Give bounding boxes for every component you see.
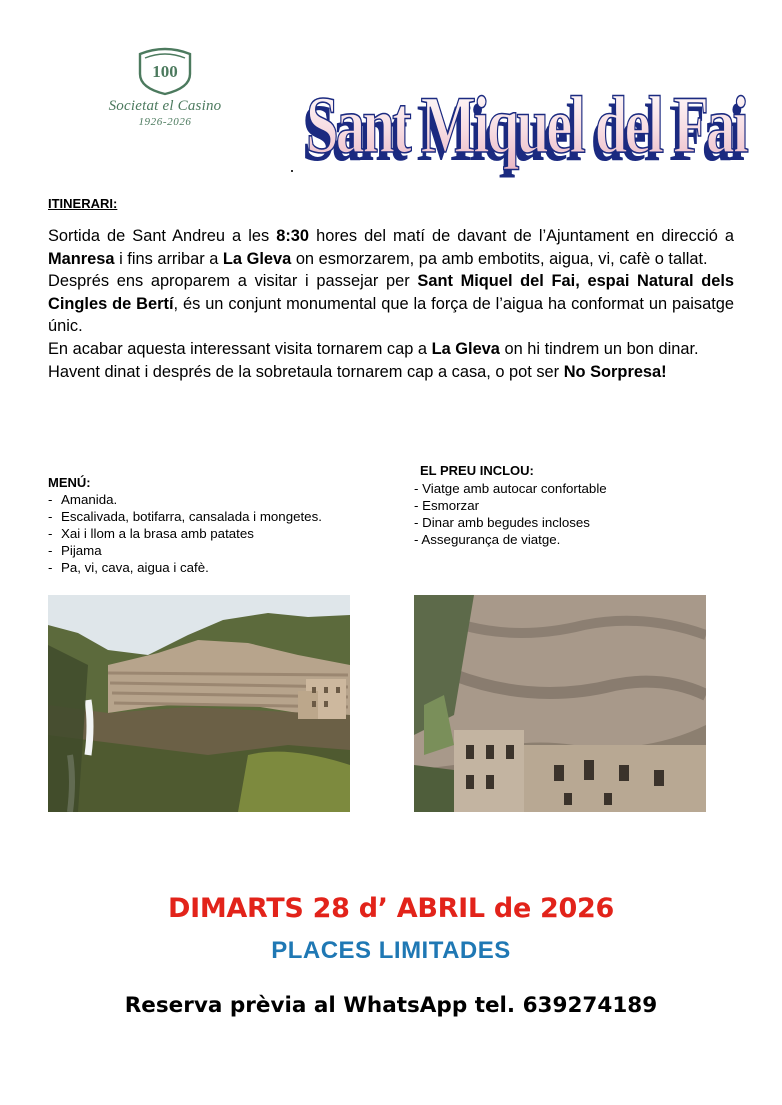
title-text: Sant Miquel del Fai (306, 79, 749, 170)
logo-org-name: Societat el Casino (108, 98, 222, 114)
paragraph-departure: Sortida de Sant Andreu a les 8:30 hores del matí de davant de l’Ajuntament en direcció a Manresa i fins arribar a La Gleva on esmorzarem, pa amb embotits, aigua, vi, cafè o tallat. (48, 227, 734, 268)
reservation-info: Reserva prèvia al WhatsApp tel. 639274189 (124, 993, 658, 1018)
page-title (292, 40, 752, 180)
list-item: - Xai i llom a la brasa amb patates (48, 526, 254, 541)
casino-logo (100, 44, 230, 134)
stray-dot (291, 170, 293, 172)
includes-list (414, 480, 607, 548)
centenary-emblem-icon (134, 44, 196, 96)
list-item: - Viatge amb autocar confortable (414, 481, 607, 496)
includes-heading: EL PREU INCLOU: (420, 463, 534, 478)
list-item: - Esmorzar (414, 498, 480, 513)
cave-overhang-photo (414, 595, 706, 812)
list-item: - Pijama (48, 543, 102, 558)
list-item: - Escalivada, botifarra, cansalada i mongetes. (48, 509, 322, 524)
event-date: DIMARTS 28 d’ ABRIL de 2026 (167, 893, 615, 924)
menu-list (48, 491, 322, 576)
logo-years: 1926-2026 (138, 116, 192, 128)
menu-heading: MENÚ: (48, 475, 91, 490)
list-item: - Assegurança de viatge. (414, 532, 561, 547)
paragraph-return: Havent dinat i després de la sobretaula tornarem cap a casa, o pot ser No Sorpresa! (48, 362, 667, 381)
cliff-waterfall-photo (48, 595, 350, 812)
paragraph-lunch: En acabar aquesta interessant visita tornarem cap a La Gleva on hi tindrem un bon dinar. (48, 339, 699, 358)
list-item: - Amanida. (48, 492, 118, 507)
paragraph-visit: Després ens aproparem a visitar i passejar per Sant Miquel del Fai, espai Natural dels Cingles de Bertí, és un conjunt monumental que la força de l’aigua ha conformat un paisatge únic. (48, 272, 735, 336)
title-shadow: Sant Miquel del Fai (302, 87, 745, 178)
itinerary-heading: ITINERARI: (48, 196, 118, 211)
logo-number: 100 (152, 62, 178, 81)
list-item: - Dinar amb begudes incloses (414, 515, 590, 530)
limited-places: PLACES LIMITADES (271, 937, 511, 964)
itinerary-text (48, 225, 734, 383)
list-item: - Pa, vi, cava, aigua i cafè. (48, 560, 209, 575)
